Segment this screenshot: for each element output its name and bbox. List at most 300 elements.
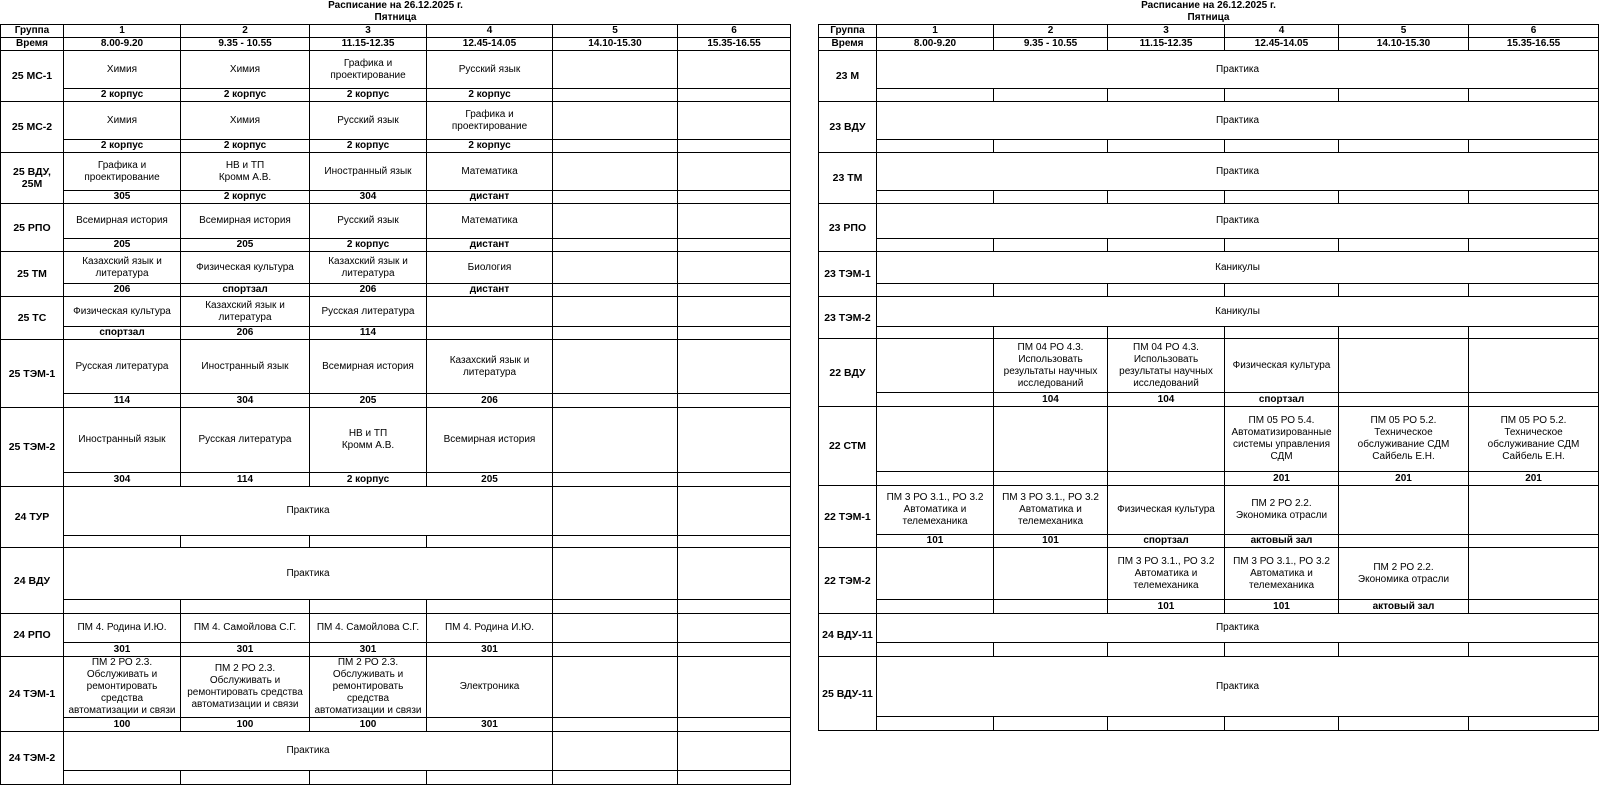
table-row xyxy=(819,89,1599,102)
table-row xyxy=(1,153,791,191)
group-name: 25 ТМ xyxy=(1,252,64,297)
subject-cell: Физическая культура xyxy=(64,297,181,327)
pair-time: 11.15-12.35 xyxy=(310,38,427,51)
table-row xyxy=(819,140,1599,153)
table-row xyxy=(819,339,1599,393)
group-name: 23 ВДУ xyxy=(819,102,877,153)
table-row xyxy=(1,548,791,600)
subject-cell xyxy=(877,339,994,393)
table-row xyxy=(1,394,791,408)
table-row xyxy=(1,614,791,643)
empty-subject xyxy=(678,548,791,600)
pair-number: 2 xyxy=(994,25,1108,38)
subject-cell xyxy=(678,153,791,191)
room-cell xyxy=(1469,535,1599,548)
empty-room xyxy=(678,600,791,614)
subject-cell: Физическая культура xyxy=(181,252,310,284)
empty-room xyxy=(1108,284,1225,297)
room-cell xyxy=(553,394,678,408)
schedule-title: Расписание на 26.12.2025 г. xyxy=(328,0,463,11)
room-cell: 206 xyxy=(181,327,310,340)
empty-room xyxy=(994,239,1108,252)
room-cell xyxy=(1469,600,1599,614)
table-row xyxy=(1,718,791,732)
pair-time: 9.35 - 10.55 xyxy=(994,38,1108,51)
pair-time: 8.00-9.20 xyxy=(64,38,181,51)
subject-cell: Графика и проектирование xyxy=(64,153,181,191)
empty-room xyxy=(1225,717,1339,731)
group-name: 24 ВДУ xyxy=(1,548,64,614)
subject-cell: ПМ 4. Самойлова С.Г. xyxy=(181,614,310,643)
schedule-table xyxy=(0,0,791,785)
empty-subject xyxy=(553,548,678,600)
subject-cell: Русский язык xyxy=(310,102,427,140)
subject-cell xyxy=(994,407,1108,472)
table-row xyxy=(819,472,1599,486)
empty-room xyxy=(678,536,791,548)
room-cell: 114 xyxy=(181,473,310,487)
subject-cell xyxy=(678,614,791,643)
table-row xyxy=(819,102,1599,140)
table-row xyxy=(819,204,1599,239)
room-cell: спортзал xyxy=(1108,535,1225,548)
subject-cell xyxy=(994,548,1108,600)
merged-activity: Практика xyxy=(877,614,1599,643)
empty-room xyxy=(1225,140,1339,153)
room-cell: спортзал xyxy=(1225,393,1339,407)
table-row xyxy=(819,600,1599,614)
empty-room xyxy=(1339,239,1469,252)
table-row xyxy=(819,297,1599,327)
table-row xyxy=(819,393,1599,407)
empty-room xyxy=(877,140,994,153)
room-cell: 301 xyxy=(64,643,181,657)
table-row xyxy=(819,614,1599,643)
room-cell: дистант xyxy=(427,239,553,252)
room-cell: 114 xyxy=(310,327,427,340)
merged-activity: Практика xyxy=(877,204,1599,239)
merged-activity: Практика xyxy=(64,487,553,536)
subject-cell: Казахский язык и литература xyxy=(310,252,427,284)
room-cell xyxy=(553,284,678,297)
empty-room xyxy=(553,771,678,785)
pair-time: 14.10-15.30 xyxy=(553,38,678,51)
subject-cell: Графика и проектирование xyxy=(310,51,427,89)
subject-cell: Физическая культура xyxy=(1225,339,1339,393)
subject-cell: Химия xyxy=(64,51,181,89)
room-cell: 114 xyxy=(64,394,181,408)
subject-cell xyxy=(553,408,678,473)
room-cell: 2 корпус xyxy=(64,140,181,153)
subject-cell: НВ и ТП Кромм А.В. xyxy=(310,408,427,473)
room-cell xyxy=(1108,472,1225,486)
empty-room xyxy=(1225,643,1339,657)
empty-room xyxy=(181,771,310,785)
empty-room xyxy=(310,771,427,785)
merged-activity: Практика xyxy=(64,548,553,600)
subject-cell: ПМ 4. Родина И.Ю. xyxy=(64,614,181,643)
group-name: 24 ТЭМ-2 xyxy=(1,732,64,785)
empty-room xyxy=(553,600,678,614)
group-name: 25 ТЭМ-2 xyxy=(1,408,64,487)
table-row xyxy=(1,600,791,614)
room-cell xyxy=(678,284,791,297)
empty-room xyxy=(1225,191,1339,204)
subject-cell: Русская литература xyxy=(64,340,181,394)
empty-room xyxy=(427,600,553,614)
pair-number: 2 xyxy=(181,25,310,38)
room-cell xyxy=(553,718,678,732)
empty-room xyxy=(994,140,1108,153)
empty-subject xyxy=(678,732,791,771)
subject-cell: Биология xyxy=(427,252,553,284)
subject-cell: Всемирная история xyxy=(427,408,553,473)
subject-cell xyxy=(678,657,791,718)
table-row xyxy=(1,51,791,89)
pair-time: 12.45-14.05 xyxy=(1225,38,1339,51)
room-cell: 104 xyxy=(1108,393,1225,407)
room-cell: 205 xyxy=(310,394,427,408)
room-cell: 301 xyxy=(427,718,553,732)
subject-cell xyxy=(553,51,678,89)
room-cell: актовый зал xyxy=(1225,535,1339,548)
empty-room xyxy=(994,717,1108,731)
subject-cell: ПМ 2 РО 2.2. Экономика отрасли xyxy=(1225,486,1339,535)
subject-cell xyxy=(678,252,791,284)
table-row xyxy=(819,252,1599,284)
table-row xyxy=(1,327,791,340)
merged-activity: Каникулы xyxy=(877,297,1599,327)
table-row xyxy=(1,340,791,394)
group-name: 25 ВДУ-11 xyxy=(819,657,877,731)
table-row xyxy=(1,643,791,657)
empty-room xyxy=(1108,89,1225,102)
room-cell: 301 xyxy=(181,643,310,657)
pair-time: 12.45-14.05 xyxy=(427,38,553,51)
table-row xyxy=(819,717,1599,731)
empty-room xyxy=(678,771,791,785)
subject-cell xyxy=(1469,339,1599,393)
room-cell: 101 xyxy=(1225,600,1339,614)
table-row xyxy=(1,89,791,102)
table-row xyxy=(819,643,1599,657)
empty-subject xyxy=(553,487,678,536)
table-row xyxy=(1,771,791,785)
subject-cell xyxy=(1339,339,1469,393)
table-row xyxy=(1,252,791,284)
group-name: 24 РПО xyxy=(1,614,64,657)
room-cell: 100 xyxy=(310,718,427,732)
group-name: 23 ТЭМ-2 xyxy=(819,297,877,339)
subject-cell xyxy=(553,614,678,643)
empty-room xyxy=(1469,89,1599,102)
subject-cell: Казахский язык и литература xyxy=(427,340,553,394)
table-row xyxy=(1,140,791,153)
room-cell: спортзал xyxy=(64,327,181,340)
room-cell: 201 xyxy=(1469,472,1599,486)
subject-cell xyxy=(553,340,678,394)
room-cell: 2 корпус xyxy=(310,89,427,102)
schedule-day: Пятница xyxy=(1187,12,1230,23)
room-cell xyxy=(678,718,791,732)
group-name: 25 ТС xyxy=(1,297,64,340)
table-row xyxy=(819,51,1599,89)
merged-activity: Практика xyxy=(877,657,1599,717)
room-cell: 104 xyxy=(994,393,1108,407)
empty-room xyxy=(877,284,994,297)
group-name: 22 ТЭМ-1 xyxy=(819,486,877,548)
subject-cell: Казахский язык и литература xyxy=(64,252,181,284)
group-name: 25 МС-2 xyxy=(1,102,64,153)
subject-cell: ПМ 3 РО 3.1., РО 3.2 Автоматика и телемеханика xyxy=(1225,548,1339,600)
merged-activity: Практика xyxy=(877,102,1599,140)
group-name: 22 ВДУ xyxy=(819,339,877,407)
group-name: 23 ТМ xyxy=(819,153,877,204)
room-cell xyxy=(678,327,791,340)
table-row xyxy=(1,473,791,487)
empty-room xyxy=(877,191,994,204)
empty-room xyxy=(1225,284,1339,297)
subject-cell: Математика xyxy=(427,153,553,191)
pair-time: 15.35-16.55 xyxy=(1469,38,1599,51)
subject-cell xyxy=(678,102,791,140)
room-cell xyxy=(678,140,791,153)
pair-time: 15.35-16.55 xyxy=(678,38,791,51)
subject-cell xyxy=(1108,407,1225,472)
table-row xyxy=(819,407,1599,472)
subject-cell: ПМ 04 РО 4.3. Использовать результаты научных исследований xyxy=(994,339,1108,393)
room-cell: 2 корпус xyxy=(310,140,427,153)
subject-cell: ПМ 4. Самойлова С.Г. xyxy=(310,614,427,643)
room-cell xyxy=(553,643,678,657)
subject-cell xyxy=(678,204,791,239)
group-name: 23 ТЭМ-1 xyxy=(819,252,877,297)
room-cell: 2 корпус xyxy=(181,140,310,153)
empty-room xyxy=(1469,327,1599,339)
subject-cell: Физическая культура xyxy=(1108,486,1225,535)
pair-number: 1 xyxy=(877,25,994,38)
group-name: 25 ТЭМ-1 xyxy=(1,340,64,408)
subject-cell: ПМ 2 РО 2.3. Обслуживать и ремонтировать средства автоматизации и связи xyxy=(181,657,310,718)
subject-cell: Графика и проектирование xyxy=(427,102,553,140)
table-row xyxy=(1,204,791,239)
pair-number: 4 xyxy=(1225,25,1339,38)
empty-room xyxy=(553,536,678,548)
schedule-title: Расписание на 26.12.2025 г. xyxy=(1141,0,1276,11)
room-cell xyxy=(1469,393,1599,407)
empty-room xyxy=(1339,327,1469,339)
subject-cell: Всемирная история xyxy=(181,204,310,239)
schedule-table xyxy=(818,0,1599,731)
room-cell xyxy=(877,600,994,614)
group-name: 23 РПО xyxy=(819,204,877,252)
empty-room xyxy=(1339,284,1469,297)
subject-cell xyxy=(427,297,553,327)
subject-cell xyxy=(877,548,994,600)
subject-cell: Химия xyxy=(181,102,310,140)
empty-room xyxy=(1339,89,1469,102)
empty-room xyxy=(1108,643,1225,657)
group-name: 22 СТМ xyxy=(819,407,877,486)
group-column-header: Группа xyxy=(1,25,64,38)
subject-cell xyxy=(553,102,678,140)
room-cell: 305 xyxy=(64,191,181,204)
pair-time: 9.35 - 10.55 xyxy=(181,38,310,51)
room-cell xyxy=(553,239,678,252)
subject-cell: ПМ 05 РО 5.2. Техническое обслуживание СДМ Сайбель Е.Н. xyxy=(1339,407,1469,472)
table-row xyxy=(1,102,791,140)
empty-room xyxy=(64,771,181,785)
subject-cell xyxy=(678,408,791,473)
room-cell: 100 xyxy=(181,718,310,732)
room-cell xyxy=(553,327,678,340)
empty-subject xyxy=(553,732,678,771)
room-cell xyxy=(678,191,791,204)
table-row xyxy=(1,487,791,536)
room-cell: 2 корпус xyxy=(310,473,427,487)
pair-number: 5 xyxy=(553,25,678,38)
room-cell xyxy=(678,239,791,252)
subject-cell: Иностранный язык xyxy=(310,153,427,191)
merged-activity: Практика xyxy=(877,51,1599,89)
table-row xyxy=(819,486,1599,535)
table-row xyxy=(819,657,1599,717)
subject-cell: Всемирная история xyxy=(310,340,427,394)
pair-time: 8.00-9.20 xyxy=(877,38,994,51)
time-column-header: Время xyxy=(1,38,64,51)
subject-cell xyxy=(1469,548,1599,600)
subject-cell: ПМ 2 РО 2.2. Экономика отрасли xyxy=(1339,548,1469,600)
subject-cell: ПМ 2 РО 2.3. Обслуживать и ремонтировать средства автоматизации и связи xyxy=(310,657,427,718)
subject-cell: Химия xyxy=(181,51,310,89)
room-cell: 205 xyxy=(64,239,181,252)
subject-cell: ПМ 05 РО 5.2. Техническое обслуживание СДМ Сайбель Е.Н. xyxy=(1469,407,1599,472)
group-name: 25 ВДУ, 25М xyxy=(1,153,64,204)
empty-room xyxy=(310,536,427,548)
room-cell: 2 корпус xyxy=(427,140,553,153)
room-cell: дистант xyxy=(427,284,553,297)
room-cell: 206 xyxy=(64,284,181,297)
room-cell xyxy=(994,472,1108,486)
pair-number: 5 xyxy=(1339,25,1469,38)
empty-room xyxy=(427,536,553,548)
room-cell xyxy=(553,191,678,204)
table-row xyxy=(1,657,791,718)
room-cell: 301 xyxy=(427,643,553,657)
group-name: 22 ТЭМ-2 xyxy=(819,548,877,614)
room-cell: 101 xyxy=(994,535,1108,548)
subject-cell: Всемирная история xyxy=(64,204,181,239)
group-name: 24 ВДУ-11 xyxy=(819,614,877,657)
room-cell: 301 xyxy=(310,643,427,657)
room-cell: 201 xyxy=(1225,472,1339,486)
empty-room xyxy=(1469,643,1599,657)
room-cell: 205 xyxy=(181,239,310,252)
subject-cell xyxy=(553,204,678,239)
empty-room xyxy=(877,327,994,339)
room-cell: 304 xyxy=(181,394,310,408)
empty-room xyxy=(181,536,310,548)
empty-room xyxy=(994,191,1108,204)
subject-cell xyxy=(877,407,994,472)
subject-cell: Математика xyxy=(427,204,553,239)
table-row xyxy=(819,153,1599,191)
table-row xyxy=(819,239,1599,252)
table-row xyxy=(819,535,1599,548)
empty-room xyxy=(877,239,994,252)
subject-cell xyxy=(553,297,678,327)
subject-cell: ПМ 3 РО 3.1., РО 3.2 Автоматика и телемеханика xyxy=(994,486,1108,535)
subject-cell xyxy=(1339,486,1469,535)
table-row xyxy=(819,191,1599,204)
empty-room xyxy=(1469,239,1599,252)
empty-subject xyxy=(678,487,791,536)
room-cell: 2 корпус xyxy=(310,239,427,252)
room-cell xyxy=(877,472,994,486)
pair-number: 6 xyxy=(678,25,791,38)
pair-number: 1 xyxy=(64,25,181,38)
group-name: 24 ТЭМ-1 xyxy=(1,657,64,732)
merged-activity: Каникулы xyxy=(877,252,1599,284)
table-row xyxy=(1,297,791,327)
pair-number: 4 xyxy=(427,25,553,38)
table-row xyxy=(1,732,791,771)
subject-cell: Русская литература xyxy=(181,408,310,473)
subject-cell: ПМ 05 РО 5.4. Автоматизированные системы управления СДМ xyxy=(1225,407,1339,472)
empty-room xyxy=(1339,140,1469,153)
empty-room xyxy=(1108,191,1225,204)
room-cell: 100 xyxy=(64,718,181,732)
subject-cell: ПМ 4. Родина И.Ю. xyxy=(427,614,553,643)
room-cell: 2 корпус xyxy=(181,89,310,102)
empty-room xyxy=(877,717,994,731)
empty-room xyxy=(1108,327,1225,339)
table-row xyxy=(819,327,1599,339)
subject-cell xyxy=(553,657,678,718)
table-row xyxy=(1,408,791,473)
subject-cell xyxy=(678,340,791,394)
subject-cell: НВ и ТП Кромм А.В. xyxy=(181,153,310,191)
empty-room xyxy=(310,600,427,614)
subject-cell xyxy=(1469,486,1599,535)
room-cell: актовый зал xyxy=(1339,600,1469,614)
table-row xyxy=(1,191,791,204)
pair-number: 3 xyxy=(1108,25,1225,38)
room-cell: спортзал xyxy=(181,284,310,297)
empty-room xyxy=(877,89,994,102)
subject-cell: Электроника xyxy=(427,657,553,718)
subject-cell: Иностранный язык xyxy=(181,340,310,394)
subject-cell: ПМ 2 РО 2.3. Обслуживать и ремонтировать средства автоматизации и связи xyxy=(64,657,181,718)
subject-cell: ПМ 04 РО 4.3. Использовать результаты научных исследований xyxy=(1108,339,1225,393)
merged-activity: Практика xyxy=(877,153,1599,191)
subject-cell: Русский язык xyxy=(310,204,427,239)
room-cell xyxy=(1339,393,1469,407)
group-name: 25 РПО xyxy=(1,204,64,252)
subject-cell: Русская литература xyxy=(310,297,427,327)
room-cell: 205 xyxy=(427,473,553,487)
room-cell xyxy=(553,140,678,153)
table-row xyxy=(1,536,791,548)
table-row xyxy=(1,284,791,297)
room-cell xyxy=(678,473,791,487)
group-column-header: Группа xyxy=(819,25,877,38)
room-cell: 2 корпус xyxy=(427,89,553,102)
room-cell: 2 корпус xyxy=(181,191,310,204)
empty-room xyxy=(1339,717,1469,731)
right-schedule-sheet xyxy=(818,0,1598,731)
subject-cell xyxy=(553,252,678,284)
